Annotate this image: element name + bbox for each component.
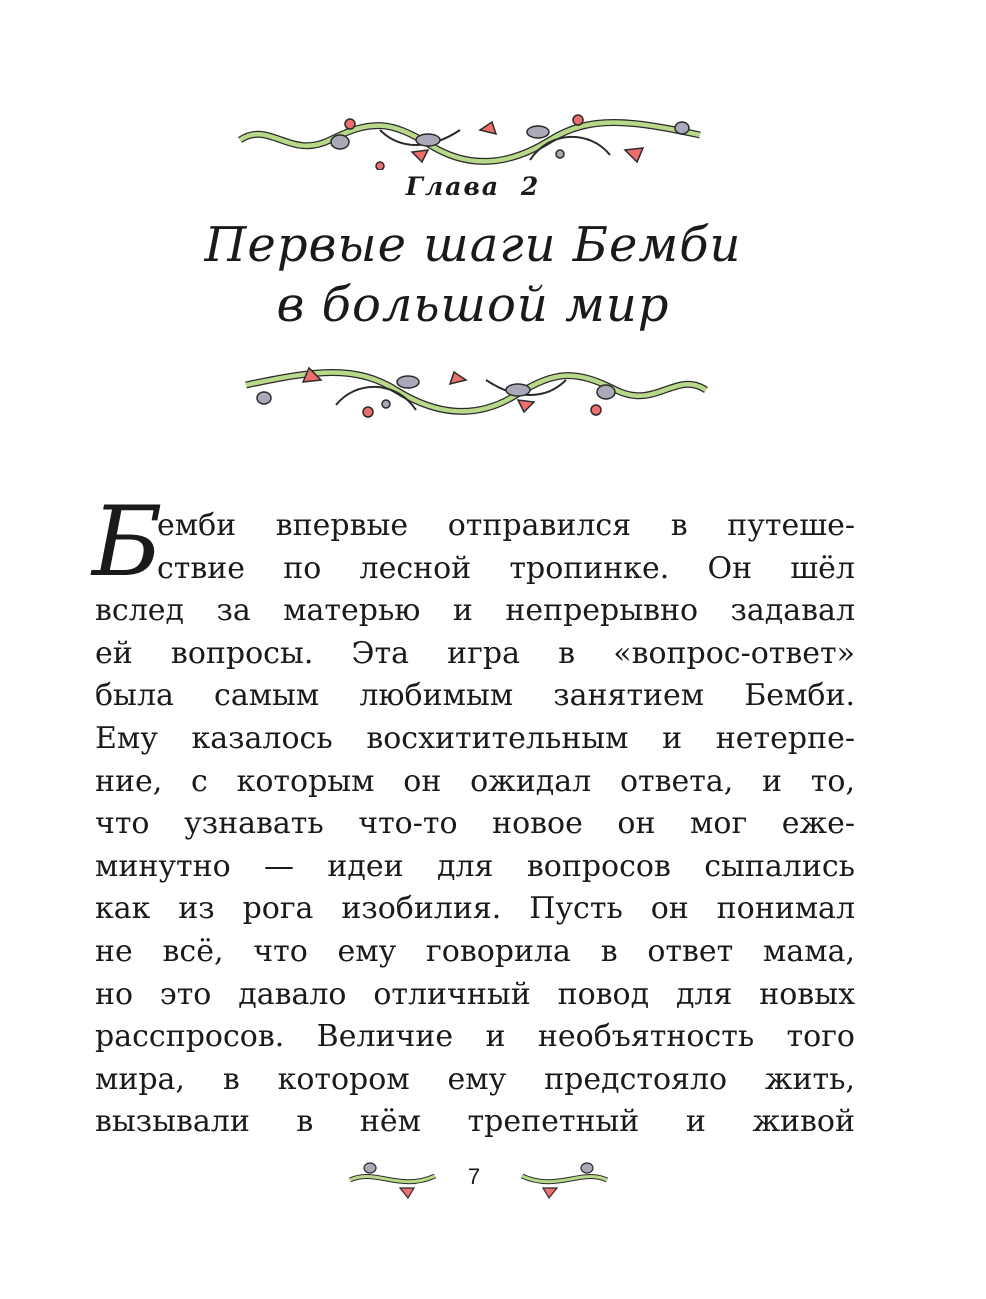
text-line: минутно — идеи для вопросов сыпались (95, 848, 855, 884)
chapter-title (0, 215, 946, 335)
vine-ornament-top (230, 110, 716, 170)
chapter-title-line1: Первые шаги Бемби (204, 217, 742, 273)
text-line: но это давало отличный повод для новых (95, 976, 855, 1012)
text-line: вызывали в нём трепетный и живой (95, 1104, 855, 1140)
chapter-label: Глава 2 (405, 172, 541, 201)
text-line: расспросов. Величие и необъятность того (95, 1019, 855, 1055)
text-line: ние, с которым он ожидал ответа, и то, (95, 763, 855, 799)
text-line: мира, в котором ему предстояло жить, (95, 1061, 855, 1097)
footer-ornament-left (345, 1158, 445, 1200)
text-line: не всё, что ему говорила в ответ мама, (95, 933, 855, 969)
drop-cap: Б (92, 486, 163, 598)
vine-ornament-bottom (230, 360, 716, 420)
text-line: что узнавать что-то новое он мог еже- (95, 806, 855, 842)
text-line: вслед за матерью и непрерывно задавал (95, 593, 855, 629)
text-line: была самым любимым занятием Бемби. (95, 678, 855, 714)
chapter-title-line2: в большой мир (276, 277, 670, 333)
text-line: ствие по лесной тропинке. Он шёл (157, 550, 855, 586)
text-line: емби впервые отправился в путеше- (157, 508, 855, 543)
page-number: 7 (467, 1164, 481, 1189)
body-text (95, 505, 855, 1144)
footer-ornament-right (512, 1158, 612, 1200)
text-line: Ему казалось восхитительным и нетерпе- (95, 720, 855, 756)
text-line: ей вопросы. Эта игра в «вопрос-ответ» (95, 635, 855, 671)
text-line: как из рога изобилия. Пусть он понимал (95, 891, 855, 927)
